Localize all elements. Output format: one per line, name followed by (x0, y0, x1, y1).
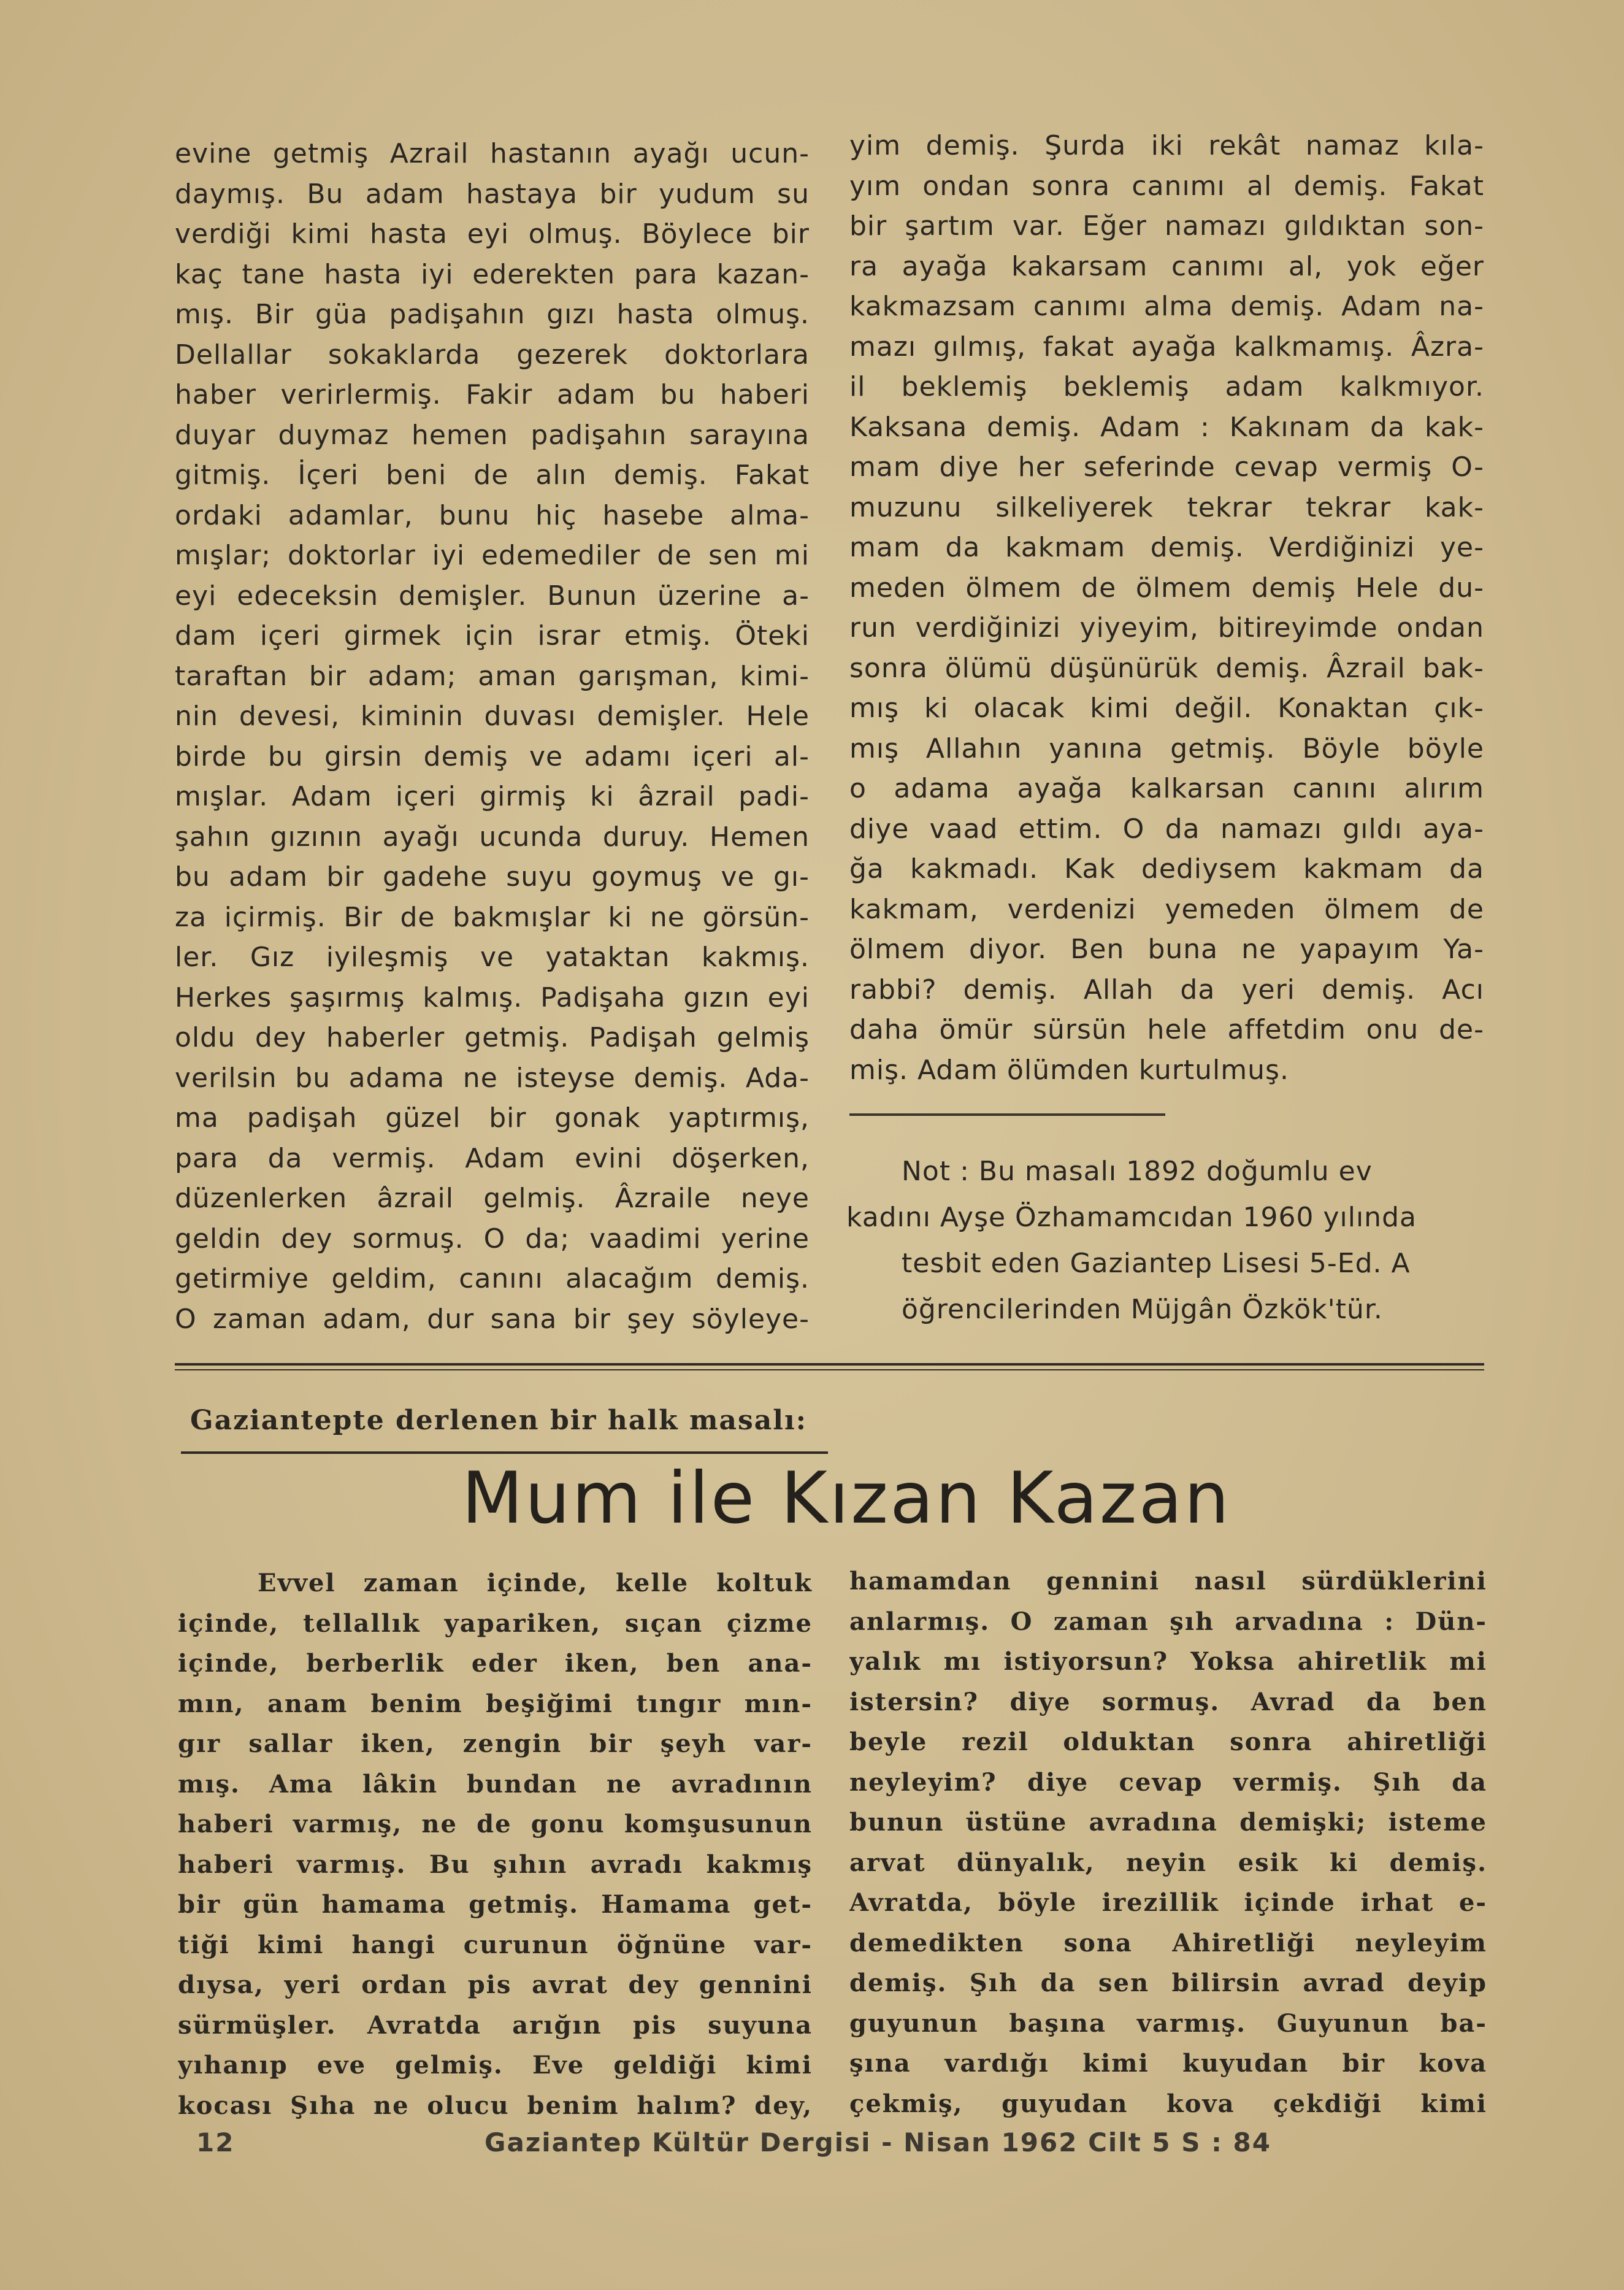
text-line: mın, anam benim beşiğimi tıngır mın- (178, 1689, 813, 1718)
text-line: mam da kakmam demiş. Verdiğinizi ye- (849, 532, 1484, 563)
text-line: öğrencilerinden Müjgân Özkök'tür. (902, 1294, 1383, 1325)
text-line: miş. Adam ölümden kurtulmuş. (849, 1054, 1289, 1086)
story-column-top-left (175, 134, 810, 1339)
text-line: haber verirlermiş. Fakir adam bu haberi (175, 379, 810, 410)
text-line: tesbit eden Gaziantep Lisesi 5-Ed. A (902, 1248, 1411, 1279)
text-line: kaç tane hasta iyi ederekten para kazan- (175, 258, 810, 290)
text-line: ğa kakmadı. Kak dediysem kakmam da (849, 853, 1484, 885)
text-line: dam içeri girmek için israr etmiş. Öteki (175, 620, 810, 651)
text-line: daymış. Bu adam hastaya bir yudum su (175, 178, 810, 210)
text-line: za içirmiş. Bir de bakmışlar ki ne görsün- (175, 901, 810, 933)
text-line: şına vardığı kimi kuyudan bir kova (849, 2049, 1487, 2078)
text-line: yim demiş. Şurda iki rekât namaz kıla- (849, 130, 1484, 161)
text-line: para da vermiş. Adam evini döşerken, (175, 1142, 810, 1174)
text-line: rabbi? demiş. Allah da yeri demiş. Acı (849, 974, 1484, 1005)
text-line: mışlar. Adam içeri girmiş ki âzrail padi- (175, 781, 810, 812)
text-line: o adama ayağa kalkarsan canını alırım (849, 773, 1484, 804)
text-line: kadını Ayşe Özhamamcıdan 1960 yılında (846, 1202, 1417, 1233)
text-line: Kaksana demiş. Adam : Kakınam da kak- (849, 411, 1484, 443)
text-line: bunun üstüne avradına demişki; isteme (849, 1808, 1487, 1837)
text-line: bir şartım var. Eğer namazı gıldıktan son- (849, 210, 1484, 242)
text-line: Dellallar sokaklarda gezerek doktorlara (175, 339, 810, 371)
text-line: bu adam bir gadehe suyu goymuş ve gı- (175, 861, 810, 893)
text-line: il beklemiş beklemiş adam kalkmıyor. (849, 371, 1484, 402)
text-line: Not : Bu masalı 1892 doğumlu ev (902, 1156, 1373, 1187)
story-column-bottom-right (849, 1561, 1487, 2124)
text-line: mam diye her seferinde cevap vermiş O- (849, 451, 1484, 483)
text-line: mışlar; doktorlar iyi edemediler de sen mi (175, 540, 810, 571)
text-line: demiş. Şıh da sen bilirsin avrad deyip (849, 1969, 1487, 1997)
text-line: evine getmiş Azrail hastanın ayağı ucun- (175, 138, 810, 169)
text-line: kocası Şıha ne olucu benim halım? dey, (178, 2091, 813, 2120)
text-line: duyar duymaz hemen padişahın sarayına (175, 419, 810, 451)
text-line: istersin? diye sormuş. Avrad da ben (849, 1687, 1487, 1716)
text-line: yım ondan sonra canımı al demiş. Fakat (849, 170, 1484, 202)
section-divider-top (175, 1363, 1484, 1366)
text-line: neyleyim? diye cevap vermiş. Şıh da (849, 1767, 1487, 1797)
text-line: içinde, tellallık yapariken, sıçan çizme (178, 1608, 813, 1638)
text-line: diye vaad ettim. O da namazı gıldı aya- (849, 813, 1484, 845)
text-line: eyi edeceksin demişler. Bunun üzerine a- (175, 580, 810, 612)
text-line: anlarmış. O zaman şıh arvadına : Dün- (849, 1607, 1487, 1636)
text-line: sonra ölümü düşünürük demiş. Âzrail bak- (849, 652, 1484, 684)
text-line: içinde, berberlik eder iken, ben ana- (178, 1649, 813, 1678)
text-line: yalık mı istiyorsun? Yoksa ahiretlik mi (849, 1647, 1487, 1676)
text-line: getirmiye geldim, canını alacağım demiş. (175, 1263, 810, 1294)
text-line: beyle rezil olduktan sonra ahiretliği (849, 1727, 1487, 1756)
text-line: mış. Bir güa padişahın gızı hasta olmuş. (175, 299, 810, 330)
text-line: gitmiş. İçeri beni de alın demiş. Fakat (175, 459, 810, 491)
text-line: guyunun başına varmış. Guyunun ba- (849, 2008, 1487, 2038)
text-line: Evvel zaman içinde, kelle koltuk (258, 1569, 813, 1597)
text-line: kakmazsam canımı alma demiş. Adam na- (849, 291, 1484, 322)
page-number: 12 (196, 2127, 235, 2157)
text-line: oldu dey haberler getmiş. Padişah gelmiş (175, 1022, 810, 1053)
text-line: verdiği kimi hasta eyi olmuş. Böylece bir (175, 218, 810, 250)
text-line: hamamdan gennini nasıl sürdüklerini (849, 1567, 1487, 1596)
text-line: taraftan bir adam; aman garışman, kimi- (175, 660, 810, 692)
text-line: run verdiğinizi yiyeyim, bitireyimde ondan (849, 612, 1484, 644)
text-line: daha ömür sürsün hele affetdim onu de- (849, 1014, 1484, 1045)
text-line: ler. Gız iyileşmiş ve yataktan kakmış. (175, 942, 810, 973)
text-line: ordaki adamlar, bunu hiç hasebe alma- (175, 499, 810, 531)
text-line: arvat dünyalık, neyin esik ki demiş. (849, 1848, 1487, 1877)
story-column-top-right (849, 126, 1484, 1090)
text-line: ma padişah güzel bir gonak yaptırmış, (175, 1102, 810, 1134)
story-column-bottom-left (178, 1563, 813, 2126)
footer-publication: Gaziantep Kültür Dergisi - Nisan 1962 Cilt 5 S : 84 (485, 2127, 1271, 2157)
text-line: haberi varmış. Bu şıhın avradı kakmış (178, 1850, 813, 1879)
text-line: mış ki olacak kimi değil. Konaktan çık- (849, 693, 1484, 724)
text-line: birde bu girsin demiş ve adamı içeri al- (175, 740, 810, 772)
text-line: şahın gızının ayağı ucunda duruy. Hemen (175, 821, 810, 853)
text-line: mış. Ama lâkin bundan ne avradının (178, 1769, 813, 1799)
text-line: geldin dey sormuş. O da; vaadimi yerine (175, 1223, 810, 1255)
text-line: nin devesi, kiminin duvası demişler. Hele (175, 701, 810, 732)
text-line: verilsin bu adama ne isteyse demiş. Ada- (175, 1062, 810, 1094)
text-line: ra ayağa kakarsam canımı al, yok eğer (849, 250, 1484, 282)
text-line: kakmam, verdenizi yemeden ölmem de (849, 893, 1484, 925)
kicker-underline (181, 1451, 828, 1454)
text-line: sürmüşler. Avratda arığın pis suyuna (178, 2010, 813, 2040)
article-title: Mum ile Kızan Kazan (461, 1457, 1231, 1540)
text-line: yıhanıp eve gelmiş. Eve geldiği kimi (178, 2051, 813, 2080)
text-line: O zaman adam, dur sana bir şey söyleye- (175, 1303, 810, 1335)
text-line: dıysa, yeri ordan pis avrat dey gennini (178, 1970, 813, 1999)
text-line: ölmem diyor. Ben buna ne yapayım Ya- (849, 934, 1484, 965)
text-line: Avratda, böyle irezillik içinde irhat e- (849, 1888, 1487, 1917)
text-line: mazı gılmış, fakat ayağa kalkmamış. Âzra- (849, 331, 1484, 363)
end-rule (849, 1113, 1165, 1116)
text-line: gır sallar iken, zengin bir şeyh var- (178, 1729, 813, 1758)
text-line: düzenlerken âzrail gelmiş. Âzraile neye (175, 1183, 810, 1214)
text-line: mış Allahın yanına getmiş. Böyle böyle (849, 732, 1484, 764)
text-line: demedikten sona Ahiretliği neyleyim (849, 1928, 1487, 1958)
text-line: Herkes şaşırmış kalmış. Padişaha gızın eyi (175, 982, 810, 1013)
article-kicker: Gaziantepte derlenen bir halk masalı: (190, 1405, 807, 1436)
text-line: meden ölmem de ölmem demiş Hele du- (849, 572, 1484, 604)
text-line: çekmiş, guyudan kova çekdiği kimi (849, 2089, 1487, 2118)
source-note (846, 1148, 1484, 1332)
section-divider-bottom (175, 1369, 1484, 1370)
text-line: haberi varmış, ne de gonu komşusunun (178, 1810, 813, 1839)
text-line: tiği kimi hangi curunun öğnüne var- (178, 1930, 813, 1959)
text-line: bir gün hamama getmiş. Hamama get- (178, 1890, 813, 1919)
text-line: muzunu silkeliyerek tekrar tekrar kak- (849, 491, 1484, 523)
